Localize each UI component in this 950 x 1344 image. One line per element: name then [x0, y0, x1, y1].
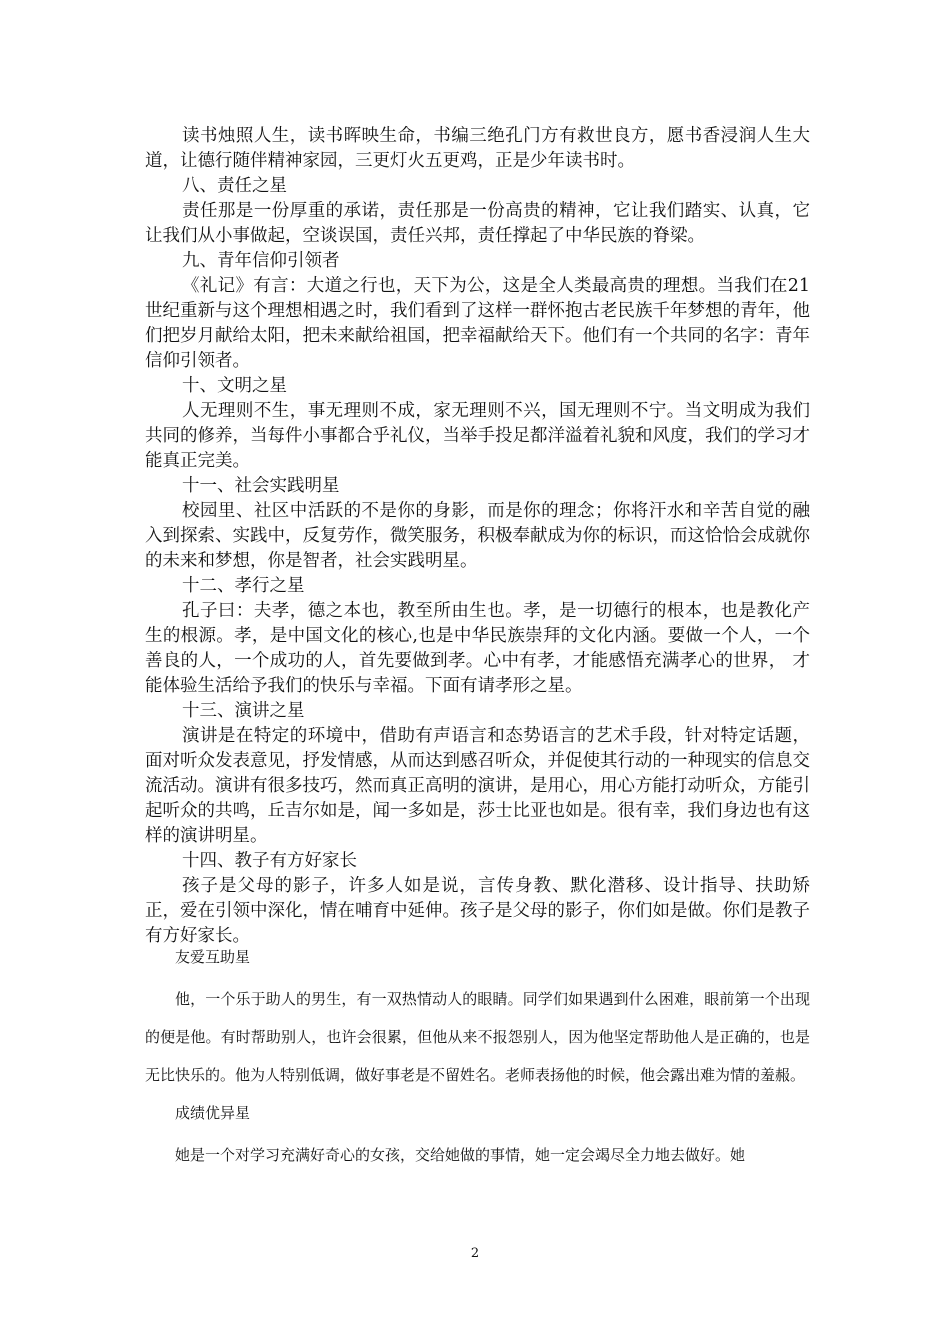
paragraph-civility: 人无理则不生，事无理则不成，家无理则不兴，国无理则不宁。当文明成为我们共同的修养，当每件小事都合乎礼仪，当举手投足都洋溢着礼貌和风度，我们的学习才能真正完美。: [145, 401, 810, 471]
paragraph-reading: 读书烛照人生，读书晖映生命，书编三绝孔门方有救世良方，愿书香浸润人生大道，让德行随伴精神家园，三更灯火五更鸡，正是少年读书时。: [145, 126, 810, 171]
heading-filial-piety-star: 十二、孝行之星: [182, 576, 305, 596]
heading-social-practice-star: 十一、社会实践明星: [182, 476, 340, 496]
heading-excellent-grades-star: 成绩优异星: [175, 1104, 251, 1122]
heading-speech-star: 十三、演讲之星: [182, 701, 305, 721]
paragraph-filial-piety: 孔子曰：夫孝，德之本也，教至所由生也。孝，是一切德行的根本，也是教化产生的根源。孝，是中国文化的核心,也是中华民族崇拜的文化内涵。要做一个人，一个善良的人，一个成功的人，首先要做到孝。心中有孝，才能感悟充满孝心的世界， 才能体验生活给予我们的快乐与幸福。下面有请孝形之星。: [145, 601, 810, 696]
paragraph-excellent-grades: 她是一个对学习充满好奇心的女孩，交给她做的事情，她一定会竭尽全力地去做好。她: [175, 1146, 746, 1164]
heading-friendly-helper-star: 友爱互助星: [175, 948, 251, 966]
heading-responsibility-star: 八、责任之星: [182, 176, 287, 196]
heading-youth-faith-leader: 九、青年信仰引领者: [182, 251, 340, 271]
paragraph-good-parent: 孩子是父母的影子，许多人如是说，言传身教、默化潜移、设计指导、扶助矫正，爱在引领中深化，情在哺育中延伸。孩子是父母的影子，你们如是做。你们是教子有方好家长。: [145, 876, 810, 946]
paragraph-speech: 演讲是在特定的环境中，借助有声语言和态势语言的艺术手段，针对特定话题，面对听众发表意见，抒发情感，从而达到感召听众，并促使其行动的一种现实的信息交流活动。演讲有很多技巧，然而真正高明的演讲，是用心，用心方能打动听众，方能引起听众的共鸣，丘吉尔如是，闻一多如是，莎士比亚也如是。很有幸，我们身边也有这样的演讲明星。: [145, 726, 810, 846]
paragraph-friendly-helper: 他，一个乐于助人的男生，有一双热情动人的眼睛。同学们如果遇到什么困难，眼前第一个出现的便是他。有时帮助别人，也许会很累，但他从来不报怨别人，因为他坚定帮助他人是正确的，也是无比快乐的。他为人特别低调，做好事老是不留姓名。老师表扬他的时候，他会露出难为情的羞赧。: [145, 990, 810, 1084]
heading-good-parent: 十四、教子有方好家长: [182, 851, 357, 871]
secondary-text-block: [145, 944, 810, 1174]
paragraph-responsibility: 责任那是一份厚重的承诺，责任那是一份高贵的精神，它让我们踏实、认真，它让我们从小事做起，空谈误国，责任兴邦，责任撑起了中华民族的脊梁。: [145, 201, 810, 246]
heading-civility-star: 十、文明之星: [182, 376, 287, 396]
paragraph-youth-faith: 《礼记》有言：大道之行也，天下为公，这是全人类最高贵的理想。当我们在21世纪重新与这个理想相遇之时，我们看到了这样一群怀抱古老民族千年梦想的青年，他们把岁月献给太阳，把未来献给祖国，把幸福献给天下。他们有一个共同的名字：青年信仰引领者。: [145, 276, 810, 371]
paragraph-social-practice: 校园里、社区中活跃的不是你的身影，而是你的理念；你将汗水和辛苦自觉的融入到探索、实践中，反复劳作，微笑服务，积极奉献成为你的标识，而这恰恰会成就你的未来和梦想，你是智者，社会实践明星。: [145, 501, 810, 571]
page-number: 2: [470, 1246, 480, 1261]
main-text-block: [145, 124, 810, 949]
